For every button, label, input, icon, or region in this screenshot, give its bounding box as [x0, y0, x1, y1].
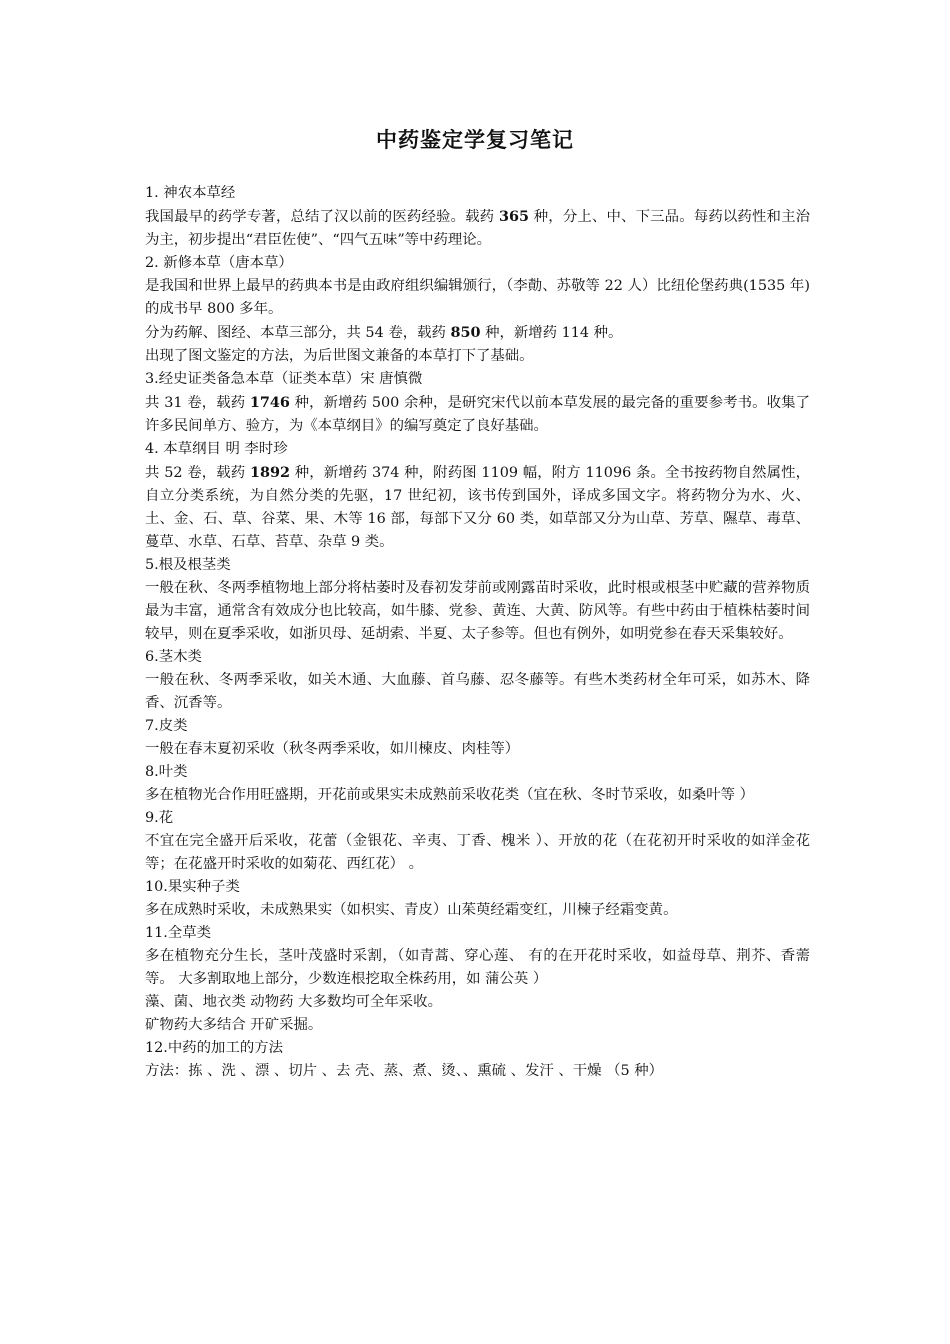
- section-2-paragraph-2: [145, 321, 810, 345]
- section-heading-10: 10.果实种子类: [145, 879, 240, 895]
- section-heading-11: 11.全草类: [145, 925, 212, 941]
- text-run: 种，分上、中、下三品。每药以药性和主治为主，初步提出“君臣佐使”、“四气五味”等中药理论。: [145, 209, 811, 248]
- text-run: 我国最早的药学专著，总结了汉以前的医药经验。载药: [145, 209, 499, 225]
- document-body: [145, 182, 810, 1083]
- section-11-paragraph-2: 藻、菌、地衣类 动物药 大多数均可全年采收。: [145, 994, 442, 1010]
- section-heading-4: 4. 本草纲目 明 李时珍: [145, 441, 288, 457]
- text-run: 种，新增药 114 种。: [480, 325, 623, 341]
- section-heading-6: 6.茎木类: [145, 649, 202, 665]
- text-run: 分为药解、图经、本草三部分，共 54 卷，载药: [145, 325, 451, 341]
- section-6-paragraph: 一般在秋、冬两季采收，如关木通、大血藤、首乌藤、忍冬藤等。有些木类药材全年可采，如苏木、降香、沉香等。: [145, 672, 810, 711]
- section-heading-7: 7.皮类: [145, 718, 188, 734]
- bold-number: 1746: [249, 394, 290, 411]
- text-run: 种，新增药 374 种，附药图 1109 幅，附方 11096 条。全书按药物自然属性，自立分类系统，为自然分类的先驱，17 世纪初，该书传到国外，译成多国文字。将药物分为水、火、土、金、石、草、谷菜、果、木等 16 部，每部下又分 60 类，如草部又分为山草、芳草、隰草、毒草、蔓草、水草、石草、苔草、杂草 9 类。: [145, 465, 810, 550]
- section-12-paragraph: 方法：拣 、洗 、漂 、切片 、去 壳、蒸、煮、烫、、熏硫 、发汗 、干燥 （5 种）: [145, 1063, 664, 1079]
- bold-number: 1892: [249, 464, 291, 481]
- section-11-paragraph-1: 多在植物充分生长，茎叶茂盛时采割，（如青蒿、穿心莲、 有的在开花时采收，如益母草、荆芥、香薷等。 大多割取地上部分，少数连根挖取全株药用，如 蒲公英 ）: [145, 948, 810, 987]
- section-heading-3: 3.经史证类备急本草（证类本草）宋 唐慎微: [145, 371, 423, 387]
- bold-number: 850: [450, 324, 481, 341]
- section-5-paragraph: 一般在秋、冬两季植物地上部分将枯萎时及春初发芽前或刚露苗时采收，此时根或根茎中贮藏的营养物质最为丰富，通常含有效成分也比较高，如牛膝、党参、黄连、大黄、防风等。有些中药由于植株枯萎时间较早，则在夏季采收，如浙贝母、延胡索、半夏、太子参等。但也有例外，如明党参在春天采集较好。: [145, 580, 810, 642]
- section-7-paragraph: 一般在春末夏初采收（秋冬两季采收，如川楝皮、肉桂等）: [145, 741, 520, 757]
- section-2-paragraph-3: 出现了图文鉴定的方法，为后世图文兼备的本草打下了基础。: [145, 348, 534, 364]
- text-run: 共 31 卷，载药: [145, 395, 250, 411]
- document-title: 中药鉴定学复习笔记: [376, 128, 574, 152]
- section-11-paragraph-3: 矿物药大多结合 开矿采掘。: [145, 1017, 323, 1033]
- section-8-paragraph: 多在植物光合作用旺盛期，开花前或果实未成熟前采收花类（宜在秋、冬时节采收，如桑叶等 ）: [145, 787, 754, 803]
- text-run: 共 52 卷，载药: [145, 465, 250, 481]
- section-heading-8: 8.叶类: [145, 764, 188, 780]
- text-run: 种，新增药 500 余种，是研究宋代以前本草发展的最完备的重要参考书。收集了许多民间单方、验方，为《本草纲目》的编写奠定了良好基础。: [145, 395, 810, 434]
- section-9-paragraph: 不宜在完全盛开后采收，花蕾（金银花、辛夷、丁香、槐米 ）、开放的花（在花初开时采收的如洋金花等；在花盛开时采收的如菊花、西红花） 。: [145, 833, 810, 872]
- section-heading-1: 1. 神农本草经: [145, 185, 236, 201]
- section-3-paragraph: [145, 391, 810, 438]
- section-heading-12: 12.中药的加工的方法: [145, 1040, 284, 1056]
- section-2-paragraph-1: 是我国和世界上最早的药典本书是由政府组织编辑颁行，（李勣、苏敬等 22 人）比纽伦堡药典(1535 年)的成书早 800 多年。: [145, 278, 810, 317]
- section-heading-2: 2. 新修本草（唐本草）: [145, 255, 293, 271]
- section-10-paragraph: 多在成熟时采收，未成熟果实（如枳实、青皮）山茱萸经霜变红，川楝子经霜变黄。: [145, 902, 678, 918]
- section-4-paragraph: [145, 461, 810, 554]
- bold-number: 365: [498, 208, 529, 225]
- section-heading-9: 9.花: [145, 810, 174, 826]
- section-heading-5: 5.根及根茎类: [145, 557, 231, 573]
- section-1-paragraph: [145, 205, 810, 252]
